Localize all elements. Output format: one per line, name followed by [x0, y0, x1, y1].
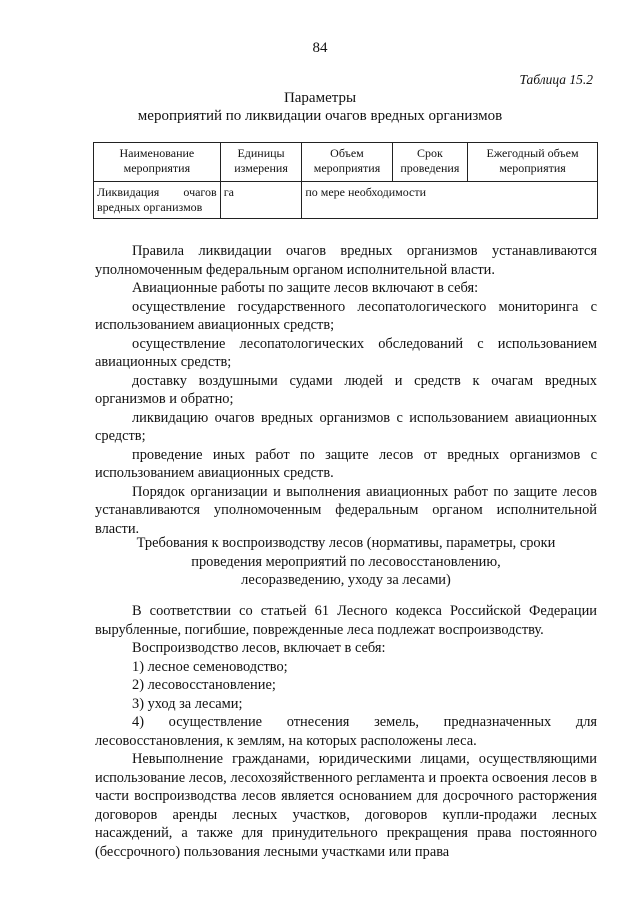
- paragraph: Порядок организации и выполнения авиационных работ по защите лесов устанавливаются уполномоченным федеральным органом исполнительной власти.: [95, 483, 597, 537]
- table-title: [0, 89, 640, 125]
- parameters-table: [93, 142, 598, 219]
- header-cell-unit: Единицы измерения: [220, 143, 302, 182]
- cell-measure-name: [94, 182, 221, 219]
- header-cell-name: Наименование мероприятия: [94, 143, 221, 182]
- paragraph: ликвидацию очагов вредных организмов с использованием авиационных средств;: [95, 409, 597, 444]
- table-label: Таблица 15.2: [519, 72, 593, 87]
- page-number: 84: [312, 40, 328, 56]
- header-cell-annual-volume: Ежегодный объем мероприятия: [468, 143, 598, 182]
- body-text-block-2: [95, 602, 597, 861]
- section-heading-line-3: лесоразведению, уходу за лесами): [241, 572, 451, 588]
- table-title-line-1: Параметры: [283, 90, 357, 106]
- list-item: 2) лесовосстановление;: [132, 677, 276, 693]
- cell-unit: га: [220, 182, 302, 219]
- list-item: 3) уход за лесами;: [132, 695, 243, 712]
- section-heading: [95, 534, 597, 590]
- section-heading-line-2: проведения мероприятий по лесовосстановлению,: [191, 553, 501, 570]
- table-header-row: [94, 143, 598, 182]
- cell-measure-name-line-1: Ликвидация очагов: [97, 185, 217, 199]
- section-heading-line-1: Требования к воспроизводству лесов (нормативы, параметры, сроки: [136, 535, 556, 551]
- header-cell-term: Срок проведения: [392, 143, 467, 182]
- paragraph: В соответствии со статьей 61 Лесного кодекса Российской Федерации вырубленные, погибшие, поврежденные леса подлежат воспроизводству.: [95, 603, 597, 638]
- paragraph: осуществление государственного лесопатологического мониторинга с использованием авиационных средств;: [95, 298, 597, 333]
- paragraph: осуществление лесопатологических обследований с использованием авиационных средств;: [95, 335, 597, 370]
- paragraph: Невыполнение гражданами, юридическими лицами, осуществляющими использование лесов, лесохозяйственного регламента и проекта освоения лесов в части воспроизводства лесов является основанием для досрочного расторжения договоров аренды лесных участков, договоров купли-продажи лесных насаждений, а также для принудительного прекращения права постоянного (бессрочного) пользования лесными участками или права: [95, 751, 597, 860]
- table-title-line-2: мероприятий по ликвидации очагов вредных организмов: [137, 108, 503, 124]
- paragraph: проведение иных работ по защите лесов от вредных организмов с использованием авиационных средств.: [95, 446, 597, 481]
- list-item: 1) лесное семеноводство;: [132, 658, 288, 675]
- cell-volume-span: по мере необходимости: [302, 182, 598, 219]
- paragraph: Правила ликвидации очагов вредных организмов устанавливаются уполномоченным федеральным органом исполнительной власти.: [95, 243, 597, 278]
- list-item: 4) осуществление отнесения земель, предназначенных для лесовосстановления, к землям, на которых расположены леса.: [95, 714, 597, 749]
- table-row: [94, 182, 598, 219]
- header-cell-volume: Объем мероприятия: [302, 143, 392, 182]
- cell-measure-name-line-2: вредных организмов: [97, 200, 203, 214]
- paragraph: Авиационные работы по защите лесов включают в себя:: [132, 280, 479, 296]
- paragraph: Воспроизводство лесов, включает в себя:: [132, 640, 386, 656]
- paragraph: доставку воздушными судами людей и средств к очагам вредных организмов и обратно;: [95, 372, 597, 407]
- body-text-block-1: [95, 242, 597, 538]
